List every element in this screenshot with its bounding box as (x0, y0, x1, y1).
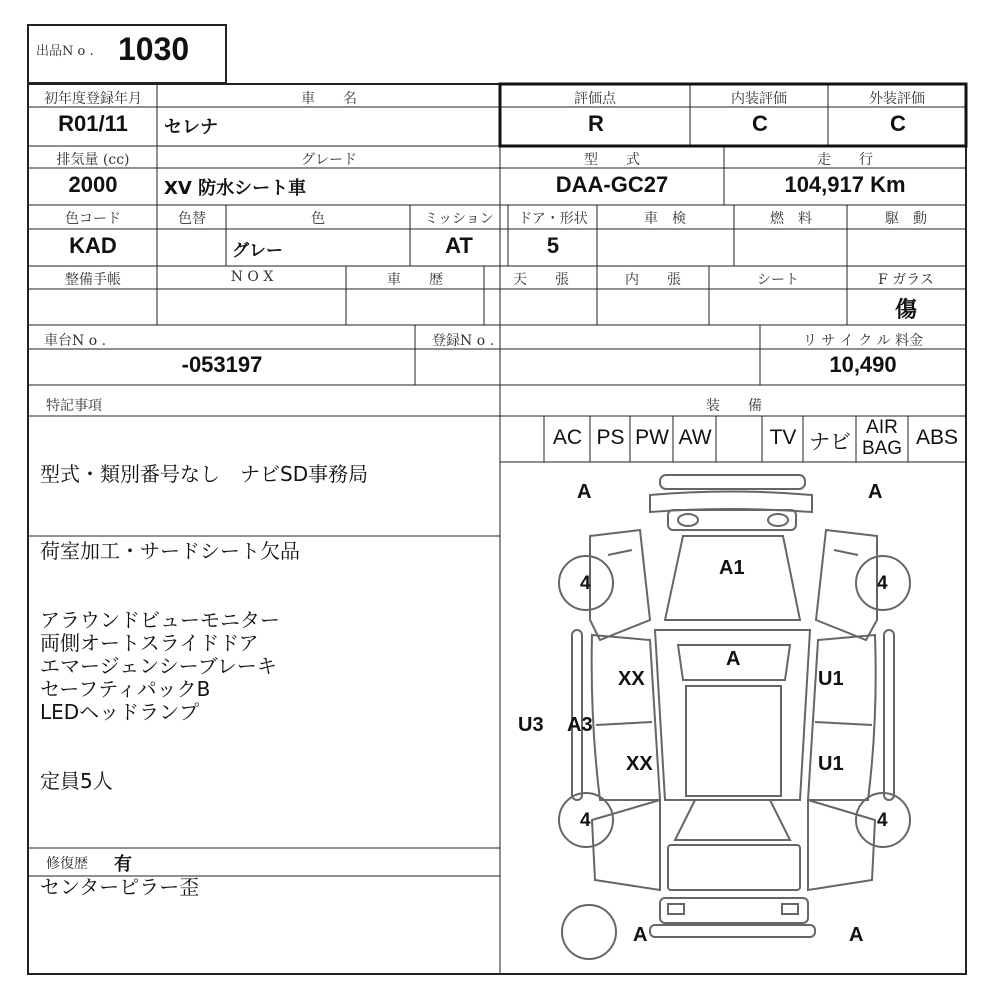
damage-left-rear-door: XX (626, 753, 653, 775)
chassis-value: -053197 (181, 352, 263, 377)
model-value: DAA-GC27 (555, 172, 669, 197)
inner-label: 内 張 (625, 272, 681, 288)
first-reg-value: R01/11 (58, 111, 128, 136)
damage-left-pillar: A3 (567, 714, 593, 736)
mission-value: AT (445, 233, 473, 258)
tire-front-right: 4 (877, 573, 888, 594)
notes-line: 荷室加工・サードシート欠品 (40, 539, 300, 563)
grade-label: グレード (301, 152, 357, 168)
notes-line: 両側オートスライドドア (40, 631, 259, 655)
interior-label: 内装評価 (731, 91, 787, 107)
service-label: 整備手帳 (65, 272, 121, 288)
notes-line (40, 563, 300, 586)
exterior-label: 外装評価 (869, 91, 925, 107)
notes-line (40, 724, 300, 747)
repair-value: 有 (114, 854, 132, 875)
seat-label: シート (757, 272, 799, 288)
score-label: 評価点 (574, 91, 616, 107)
chassis-label: 車台N o . (44, 333, 107, 349)
score-value: R (588, 111, 604, 136)
damage-front-left: A (577, 481, 592, 503)
equip-tv: TV (769, 426, 797, 449)
damage-rear-left: A (633, 924, 648, 946)
mileage-value: 104,917 Km (784, 172, 906, 197)
inspection-label: 車 検 (644, 211, 686, 227)
equip-airbag: AIR BAG (861, 417, 903, 459)
fuel-label: 燃 料 (770, 211, 812, 227)
color-change-label: 色替 (178, 211, 206, 227)
damage-left-sill: U3 (518, 714, 544, 736)
tire-rear-left: 4 (580, 810, 591, 831)
notes-line: LEDヘッドランプ (40, 700, 200, 724)
color-code-value: KAD (69, 233, 117, 258)
notes-line-1: 型式・類別番号なし ナビSD事務局 (40, 462, 369, 486)
model-label: 型 式 (584, 152, 640, 168)
notes-list (40, 540, 300, 793)
tire-front-left: 4 (580, 573, 591, 594)
damage-front-right: A (868, 481, 883, 503)
equip-abs: ABS (915, 426, 959, 449)
notes-line (40, 747, 300, 770)
recycle-value: 10,490 (829, 352, 897, 377)
reg-label: 登録N o . (432, 333, 495, 349)
damage-hood: A1 (719, 557, 745, 579)
notes-label: 特記事項 (46, 398, 102, 414)
displacement-value: 2000 (68, 172, 118, 197)
nox-label: N O X (230, 269, 274, 285)
equip-pw: PW (635, 426, 669, 449)
damage-windshield: A (726, 648, 741, 670)
equip-navi: ナビ (809, 431, 851, 454)
lot-number: 1030 (118, 31, 190, 67)
mileage-label: 走 行 (817, 152, 873, 168)
notes-line: 定員5人 (40, 769, 113, 793)
equip-ac: AC (552, 426, 583, 449)
exterior-value: C (890, 111, 906, 136)
grade-value: XV 防水シート車 (164, 178, 307, 199)
door-label: ドア・形状 (518, 211, 588, 227)
equip-aw: AW (678, 426, 712, 449)
lot-label: 出品N o . (36, 44, 94, 59)
door-value: 5 (546, 233, 560, 258)
repair-label: 修復歴 (46, 856, 88, 872)
first-reg-label: 初年度登録年月 (44, 91, 142, 107)
damage-right-front-door: U1 (818, 668, 844, 690)
recycle-label: リ サ イ ク ル 料金 (802, 333, 924, 349)
car-diagram (559, 475, 910, 959)
notes-line: エマージェンシーブレーキ (40, 654, 277, 678)
color-value: グレー (232, 241, 283, 261)
fglass-label: F ガラス (878, 272, 934, 288)
equip-ps: PS (596, 426, 625, 449)
notes-line: セーフティパックB (40, 677, 211, 701)
displacement-label: 排気量 (cc) (56, 152, 130, 168)
color-code-label: 色コード (65, 211, 121, 227)
drive-label: 駆 動 (885, 211, 927, 227)
damage-rear-right: A (849, 924, 864, 946)
mission-label: ミッション (424, 211, 494, 227)
color-label: 色 (311, 211, 325, 227)
tire-rear-right: 4 (877, 810, 888, 831)
roof-label: 天 張 (513, 272, 569, 288)
damage-left-front-door: XX (618, 668, 645, 690)
damage-right-rear-door: U1 (818, 753, 844, 775)
repair-note: センターピラー歪 (40, 875, 200, 899)
fglass-value: 傷 (894, 298, 917, 323)
notes-line (40, 586, 300, 609)
interior-value: C (752, 111, 768, 136)
car-name-value: セレナ (164, 117, 218, 138)
notes-line: アラウンドビューモニター (40, 608, 280, 632)
history-label: 車 歴 (387, 272, 443, 288)
equipment-label: 装 備 (706, 398, 762, 414)
car-name-label: 車 名 (301, 91, 357, 107)
